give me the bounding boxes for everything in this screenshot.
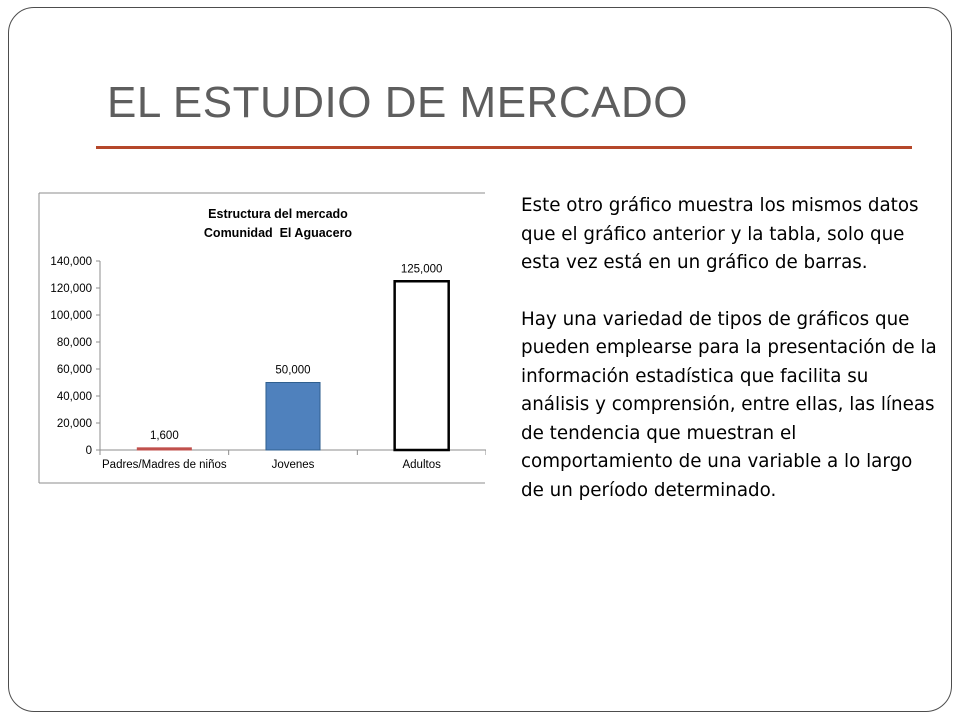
y-tick-label: 60,000 [56,364,92,376]
slide-title: EL ESTUDIO DE MERCADO [107,78,688,127]
body-text [521,192,941,505]
y-tick-label: 80,000 [56,337,92,349]
bar-3 [395,281,449,450]
paragraph-2: Hay una variedad de tipos de gráficos que pueden emplearse para la presentación de la información estadística que facilita su análisis y comprensión, entre ellas, las líneas de tendencia que muestran el comportamiento de una variable a lo largo de un período determinado. [521,308,937,501]
y-tick-label: 40,000 [56,391,92,403]
data-label: 125,000 [400,263,443,276]
bar-2 [266,383,320,451]
y-tick-label: 0 [85,445,92,457]
chart-svg [38,192,486,484]
y-tick-label: 120,000 [50,283,92,295]
y-tick-label: 20,000 [56,418,92,430]
x-axis [100,450,486,471]
bars [137,263,448,450]
data-label: 1,600 [149,429,179,442]
chart-subtitle: Comunidad El Aguacero [203,226,353,240]
data-label: 50,000 [275,364,311,377]
title-underline [96,146,912,149]
x-category-label: Padres/Madres de niños [102,459,227,471]
x-category-label: Adultos [402,459,441,471]
chart-title: Estructura del mercado [208,207,348,221]
y-axis [50,256,100,457]
x-category-label: Jovenes [271,459,315,471]
bar-chart [38,192,486,484]
paragraph-1: Este otro gráfico muestra los mismos datos que el gráfico anterior y la tabla, solo que esta vez está en un gráfico de barras. [521,195,919,273]
y-tick-label: 140,000 [50,256,92,268]
bar-1 [137,448,191,450]
y-tick-label: 100,000 [50,310,92,322]
